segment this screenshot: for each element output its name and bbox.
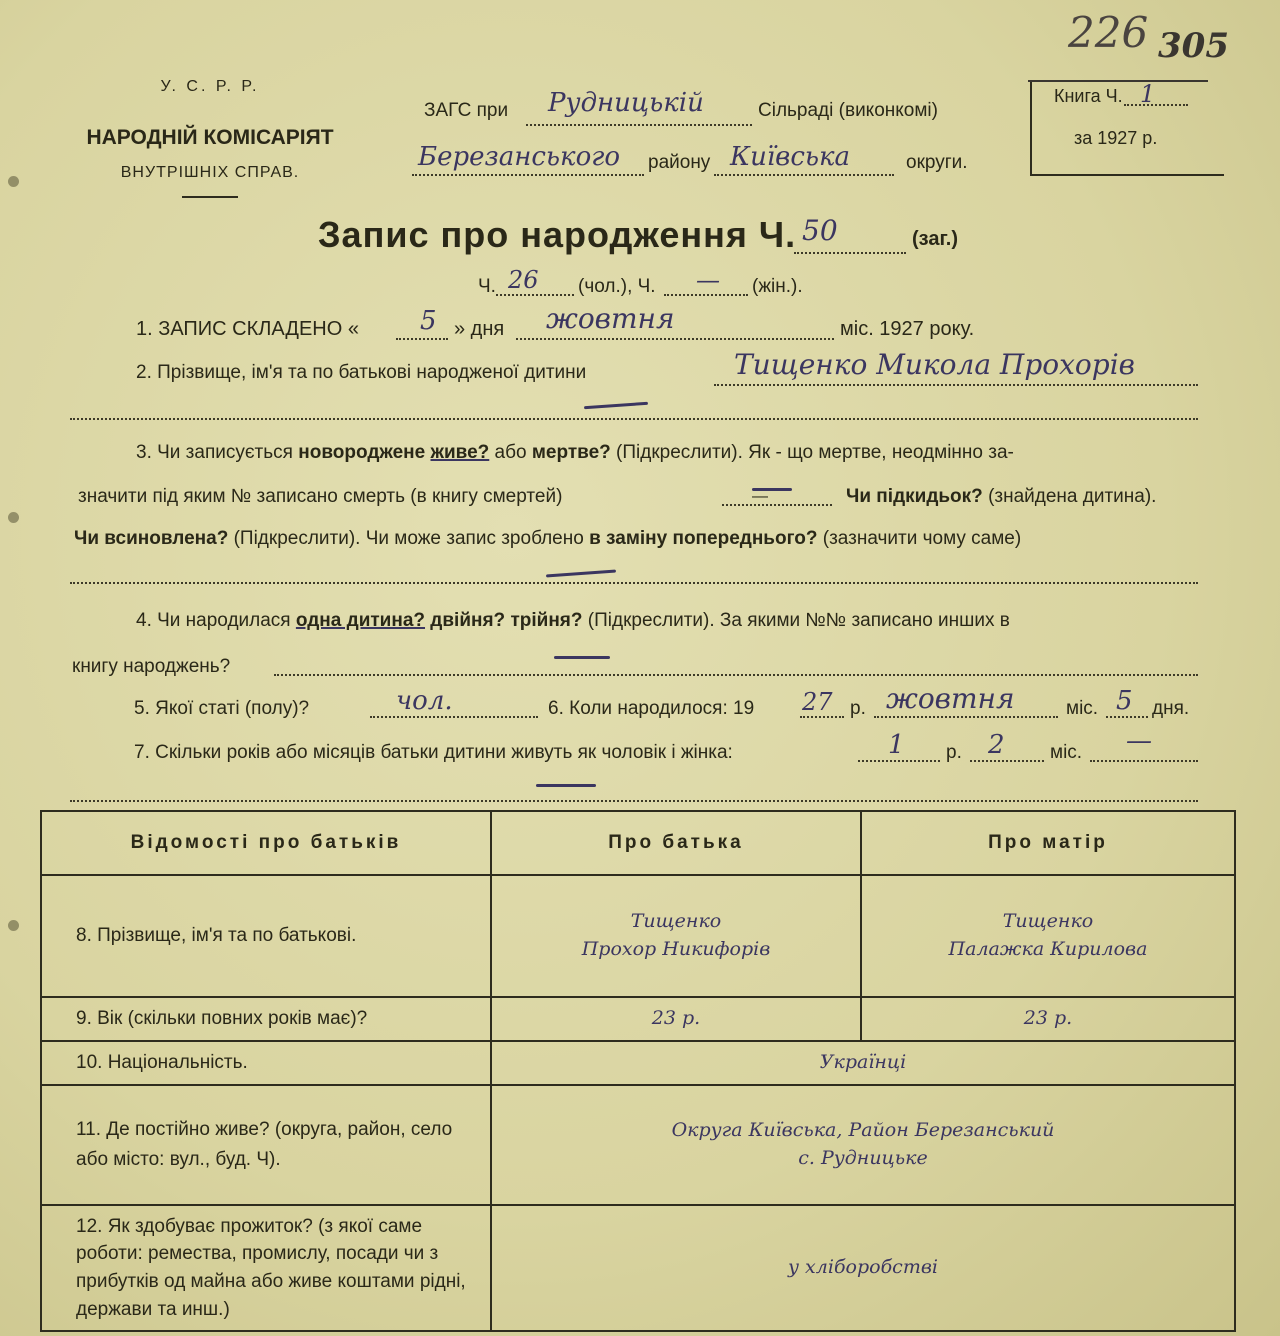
birth-day-line: [1106, 716, 1148, 718]
field3-newborn: новороджене: [298, 442, 426, 463]
birth-month-line: [874, 716, 1058, 718]
field7-blank-line: [70, 800, 1198, 802]
field7-end: —: [1126, 726, 1152, 756]
district-label: району: [648, 152, 711, 173]
child-sex: чол.: [396, 686, 453, 716]
field4-line2: книгу народжень?: [72, 656, 231, 677]
field4-text-b: (Підкреслити). За якими №№ записано инших в: [587, 610, 1010, 631]
zags-suffix: Сільраді (виконкомі): [758, 100, 938, 121]
punch-hole: [8, 512, 19, 523]
table-row: [41, 1085, 1235, 1205]
record-month-line: [516, 338, 834, 340]
blank-dash: [536, 784, 596, 787]
nationality: Українці: [491, 1041, 1235, 1085]
book-year: за 1927 р.: [1074, 128, 1158, 148]
parents-table: [40, 810, 1236, 1332]
field7-label: 7. Скільки років або місяців батьки дитини живуть як чоловік і жінка:: [134, 742, 733, 763]
field7-end-line: [1090, 760, 1198, 762]
field3-text-c: (Підкреслити). Як - що мертве, неодмінно за-: [616, 442, 1014, 463]
record-title-suffix: (заг.): [912, 228, 959, 250]
occupation: у хліборобстві: [491, 1205, 1235, 1331]
blank-dash: [554, 656, 610, 659]
field6-dnia: дня.: [1152, 698, 1190, 719]
female-count: —: [696, 266, 720, 294]
field3-text-d: значити під яким № записано смерть (в книгу смертей): [78, 486, 563, 507]
record-number: 50: [802, 214, 838, 247]
field2-label: 2. Прізвище, ім'я та по батькові народженої дитини: [136, 362, 587, 383]
book-number: 1: [1140, 80, 1156, 108]
blank-dash: [546, 570, 616, 578]
field4-text-a: 4. Чи народилася: [136, 610, 291, 631]
field3-text-e: (знайдена дитина).: [988, 486, 1157, 507]
table-row: [41, 1041, 1235, 1085]
field4-blank-line: [274, 674, 1198, 676]
birth-day: 5: [1116, 686, 1133, 716]
mother-name: Тищенко Палажка Кирилова: [861, 875, 1235, 997]
page-number-alt: 305: [1158, 26, 1229, 66]
field1-mid: » дня: [454, 318, 505, 340]
female-count-line: [664, 294, 748, 296]
child-sex-line: [370, 716, 538, 718]
marriage-years: 1: [888, 730, 905, 760]
table-row: [41, 875, 1235, 997]
page-number: 226: [1068, 8, 1149, 57]
child-name-line-2: [70, 418, 1198, 420]
marriage-months-line: [970, 760, 1044, 762]
marriage-years-line: [858, 760, 940, 762]
father-age: 23 р.: [491, 997, 861, 1041]
field3-line3: [74, 528, 1021, 550]
internal-affairs-subtitle: ВНУТРІШНІХ СПРАВ.: [120, 164, 300, 181]
field1-end: міс. 1927 року.: [840, 318, 975, 340]
field4-triplets: трійня?: [510, 610, 583, 631]
field3-foundling: Чи підкидьок?: [846, 486, 983, 507]
male-count-line: [496, 294, 574, 296]
field3-line2b: [846, 486, 1156, 508]
male-label: (чол.), Ч.: [578, 276, 656, 297]
birth-year-line: [800, 716, 844, 718]
book-number-line: [1124, 104, 1188, 106]
row-label: 12. Як здобуває прожиток? (з якої саме роботи: ремества, промислу, посади чи з прибутків од майна або живе коштами рідні, держави та инш.): [41, 1205, 491, 1331]
birth-year: 27: [802, 688, 833, 716]
record-day: 5: [420, 306, 437, 336]
field3-text-f: (Підкреслити). Чи може запис зроблено: [233, 528, 584, 549]
field6-r: р.: [850, 698, 866, 719]
blank-dash: [584, 402, 648, 409]
district-value: Березанського: [418, 142, 621, 172]
field7-mis: міс.: [1050, 742, 1083, 763]
field4-single-underlined: одна дитина?: [295, 610, 426, 631]
district-line: [412, 174, 644, 176]
header-info: Відомості про батьків: [41, 811, 491, 875]
field3-replacement: в заміну попереднього?: [589, 528, 818, 549]
row-label: 11. Де постійно живе? (округа, район, село або місто: вул., буд. Ч).: [41, 1085, 491, 1205]
zags-village: Рудницькій: [548, 88, 704, 118]
field6-label: 6. Коли народилося: 19: [548, 698, 755, 719]
zags-village-line: [526, 124, 752, 126]
field4-twins: двійня?: [430, 610, 506, 631]
record-day-line: [396, 338, 448, 340]
mother-age: 23 р.: [861, 997, 1235, 1041]
record-title: Запис про народження Ч.: [318, 214, 797, 255]
zags-prefix: ЗАГС при: [424, 100, 509, 121]
residence: Округа Київська, Район Березанський с. Рудницьке: [491, 1085, 1235, 1205]
subcount-prefix: Ч.: [478, 276, 496, 297]
marriage-months: 2: [988, 730, 1005, 760]
table-row: [41, 997, 1235, 1041]
field3-dead: мертве?: [531, 442, 611, 463]
okruha-line: [714, 174, 894, 176]
field4-line1: [136, 610, 1010, 632]
record-number-line: [794, 252, 906, 254]
field6-mis: міс.: [1066, 698, 1099, 719]
child-name-line: [714, 384, 1198, 386]
field5-label: 5. Якої статі (полу)?: [134, 698, 310, 719]
header-mother: Про матір: [861, 811, 1235, 875]
table-row: [41, 1205, 1235, 1331]
field3-text-a: 3. Чи записується: [136, 442, 293, 463]
record-month: жовтня: [546, 302, 675, 335]
okruha-value: Київська: [730, 142, 851, 172]
header-rule: [182, 196, 238, 198]
field3-text-b: або: [494, 442, 527, 463]
row-label: 8. Прізвище, ім'я та по батькові.: [41, 875, 491, 997]
field7-r: р.: [946, 742, 962, 763]
death-number-line: [722, 504, 832, 506]
punch-hole: [8, 920, 19, 931]
child-name: Тищенко Микола Прохорів: [734, 348, 1135, 381]
field3-text-g: (зазначити чому саме): [822, 528, 1022, 549]
field3-line2: [78, 486, 562, 508]
field1-label: 1. ЗАПИС СКЛАДЕНО «: [136, 318, 359, 340]
birth-month: жовтня: [886, 682, 1015, 715]
death-number-dash: —: [752, 488, 792, 491]
field3-adopted: Чи всиновлена?: [74, 528, 229, 549]
father-name: Тищенко Прохор Никифорів: [491, 875, 861, 997]
female-label: (жін.).: [752, 276, 803, 297]
ussr-header: У. С. Р. Р.: [160, 78, 260, 95]
field3-blank-line: [70, 582, 1198, 584]
field3-line1: [136, 442, 1014, 464]
male-count: 26: [508, 266, 539, 294]
header-father: Про батька: [491, 811, 861, 875]
row-label: 10. Національність.: [41, 1041, 491, 1085]
table-header-row: [41, 811, 1235, 875]
field3-alive-underlined: живе?: [430, 442, 490, 463]
commissariat-title: НАРОДНІЙ КОМІСАРІЯТ: [86, 126, 334, 149]
okruha-label: округи.: [906, 152, 968, 173]
book-label: Книга Ч.: [1054, 86, 1123, 106]
row-label: 9. Вік (скільки повних років має)?: [41, 997, 491, 1041]
